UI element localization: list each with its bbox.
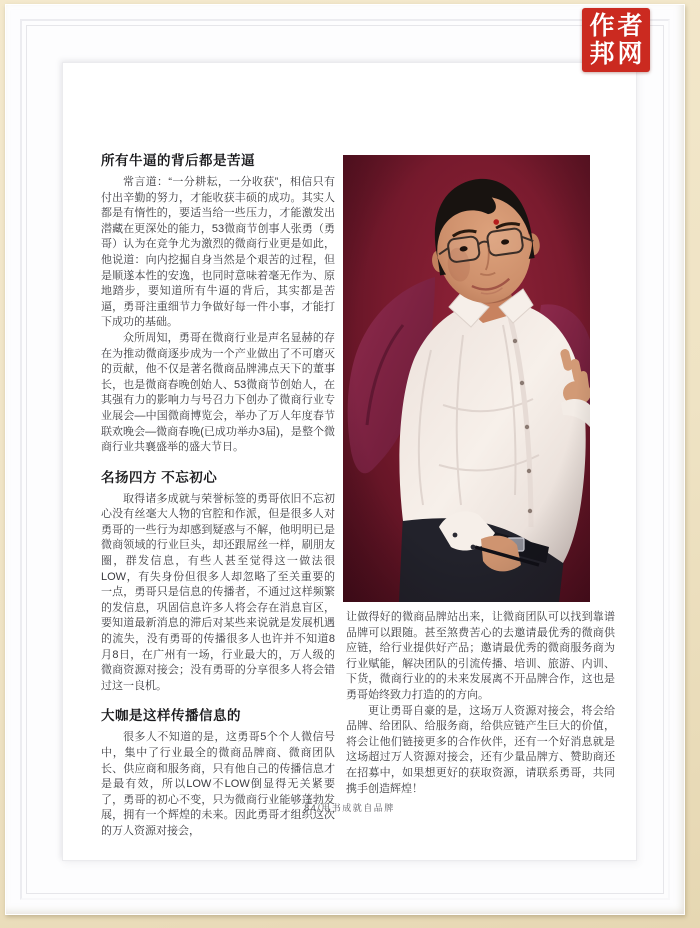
brand-logo [582,8,650,72]
section3-para2: 让做得好的微商品牌站出来，让微商团队可以找到靠谱品牌可以跟随。甚至煞费苦心的去邀请最优秀的微商供应链，给行业提供好产品；邀请最优秀的微商服务商为行业赋能，解决团队的引流传播、培训、旅游、内训、下货，微商行业的的未来发展离不开品牌合作，这也是勇哥始终致力打造的的方向。 [346,611,615,701]
section3-heading: 大咖是这样传播信息的 [101,708,241,724]
section1-para1: 常言道：“一分耕耘，一分收获”，相信只有付出辛勤的努力，才能收获丰硕的成功。其实人都是有惰性的，要适当给一些压力，才能激发出潜藏在更深处的能力，53微商节创事人张勇（勇哥）认为在竞争尤为激烈的微商行业更是如此，他说道：向内挖掘自身当然是个艰苦的过程，但是顺遂本性的安逸，也同时意味着毫无作为、原地踏步，要知道所有牛逼的背后，其实都是苦逼，勇哥注重细节力争做好每一件小事，才能打下成功的基础。 [101,176,335,329]
portrait-photo [343,155,590,602]
brand-logo-line1: 作者 [589,12,646,40]
page-number-footer: 84/用书成就自品牌 [304,803,395,813]
section1-heading: 所有牛逼的背后都是苦逼 [101,153,255,168]
section1-para2: 众所周知，勇哥在微商行业是声名显赫的存在为推动微商逐步成为一个产业做出了不可磨灭的贡献，他不仅是著名微商品牌沸点天下的董事长，也是微商春晚创始人、53微商节创始人，在其强有力的影响力与号召力下创办了微商行业专业展会—中国微商博览会，举办了万人年度春节联欢晚会—微商春晚(已成功举办3届)，是整个微商行业共襄盛举的盛大节日。 [101,331,335,454]
section3-para3: 更让勇哥自豪的是，这场万人资源对接会，将会给品牌、给团队、给服务商，给供应链产生巨大的价值，将会让他们链接更多的合作伙伴，还有一个好消息就是这场超过万人资源对接会，还有少量品牌方、赞助商还在招募中，如果想更好的获取资源，请联系勇哥，共同携手创造辉煌！ [346,704,615,795]
section3-para1: 很多人不知道的是，这勇哥5个个人微信号中，集中了行业最全的微商品牌商、微商团队长、供应商和服务商，只有他自己的传播信息才是最有效，所以LOW不LOW倒显得无关紧要了，勇哥的初心不变，只为微商行业能够蓬勃发展，拥有一个辉煌的未来。因此勇哥才组织这次的万人资源对接会， [101,731,335,837]
right-text-column [346,610,615,797]
brand-logo-line2: 邦网 [589,40,646,68]
left-text-column [101,149,335,840]
section2-para1: 取得诸多成就与荣誉标签的勇哥依旧不忘初心没有丝毫大人物的官腔和作派，但是很多人对勇哥的一些行为却感到疑惑与不解，他明明已是微商领域的行业巨头，却还跟屌丝一样，刷朋友圈，群发信息，有些人甚至觉得这一做法很LOW，有失身份但很多人却忽略了至关重要的一点，勇哥只是信息的传播者，不通过这样频繁的发信息，巩固信息许多人将会存在消息盲区，要知道最新消息的滞后对某些来说就是发展机遇的流失，没有勇哥的传播很多人也许并不知道8月8日，在广州有一场，行业最大的，万人级的微商资源对接会；没有勇哥的分享很多人将会错过这一良机。 [101,492,335,692]
section2-heading: 名扬四方 不忘初心 [101,469,218,485]
book-page [62,62,637,861]
